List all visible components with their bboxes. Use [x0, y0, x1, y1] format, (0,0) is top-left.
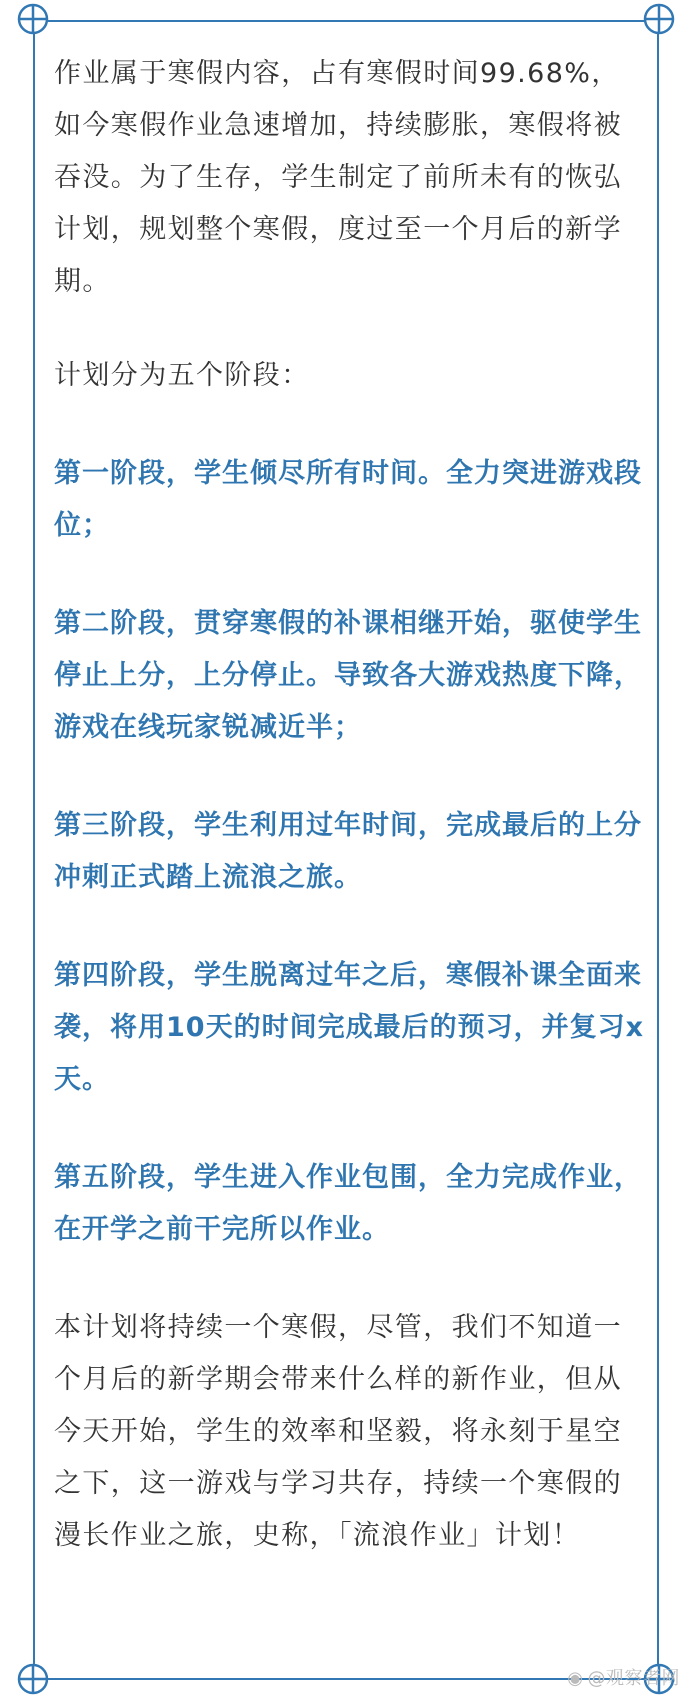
plan-intro-paragraph: 计划分为五个阶段： [54, 360, 310, 391]
corner-ornament-top-left [16, 2, 50, 36]
article-body [54, 40, 644, 1562]
watermark [567, 1664, 680, 1690]
watermark-text: @观察者网 [587, 1668, 680, 1689]
weibo-icon: ◉ [567, 1668, 584, 1689]
stage-one-paragraph: 第一阶段，学生倾尽所有时间。全力突进游戏段位； [54, 458, 642, 541]
corner-ornament-top-right [642, 2, 676, 36]
stage-four-paragraph: 第四阶段，学生脱离过年之后，寒假补课全面来袭，将用10天的时间完成最后的预习，并复习x天。 [54, 960, 644, 1095]
intro-paragraph: 作业属于寒假内容，占有寒假时间99.68%，如今寒假作业急速增加，持续膨胀，寒假将被吞没。为了生存，学生制定了前所未有的恢弘计划，规划整个寒假，度过至一个月后的新学期。 [54, 58, 622, 297]
conclusion-paragraph: 本计划将持续一个寒假，尽管，我们不知道一个月后的新学期会带来什么样的新作业，但从今天开始，学生的效率和坚毅，将永刻于星空之下，这一游戏与学习共存，持续一个寒假的漫长作业之旅，史称，「流浪作业」计划！ [54, 1312, 622, 1551]
stage-five-paragraph: 第五阶段，学生进入作业包围，全力完成作业，在开学之前干完所以作业。 [54, 1162, 642, 1245]
corner-ornament-bottom-left [16, 1662, 50, 1696]
stage-three-paragraph: 第三阶段，学生利用过年时间，完成最后的上分冲刺正式踏上流浪之旅。 [54, 810, 642, 893]
stage-two-paragraph: 第二阶段，贯穿寒假的补课相继开始，驱使学生停止上分，上分停止。导致各大游戏热度下降，游戏在线玩家锐减近半； [54, 608, 642, 743]
